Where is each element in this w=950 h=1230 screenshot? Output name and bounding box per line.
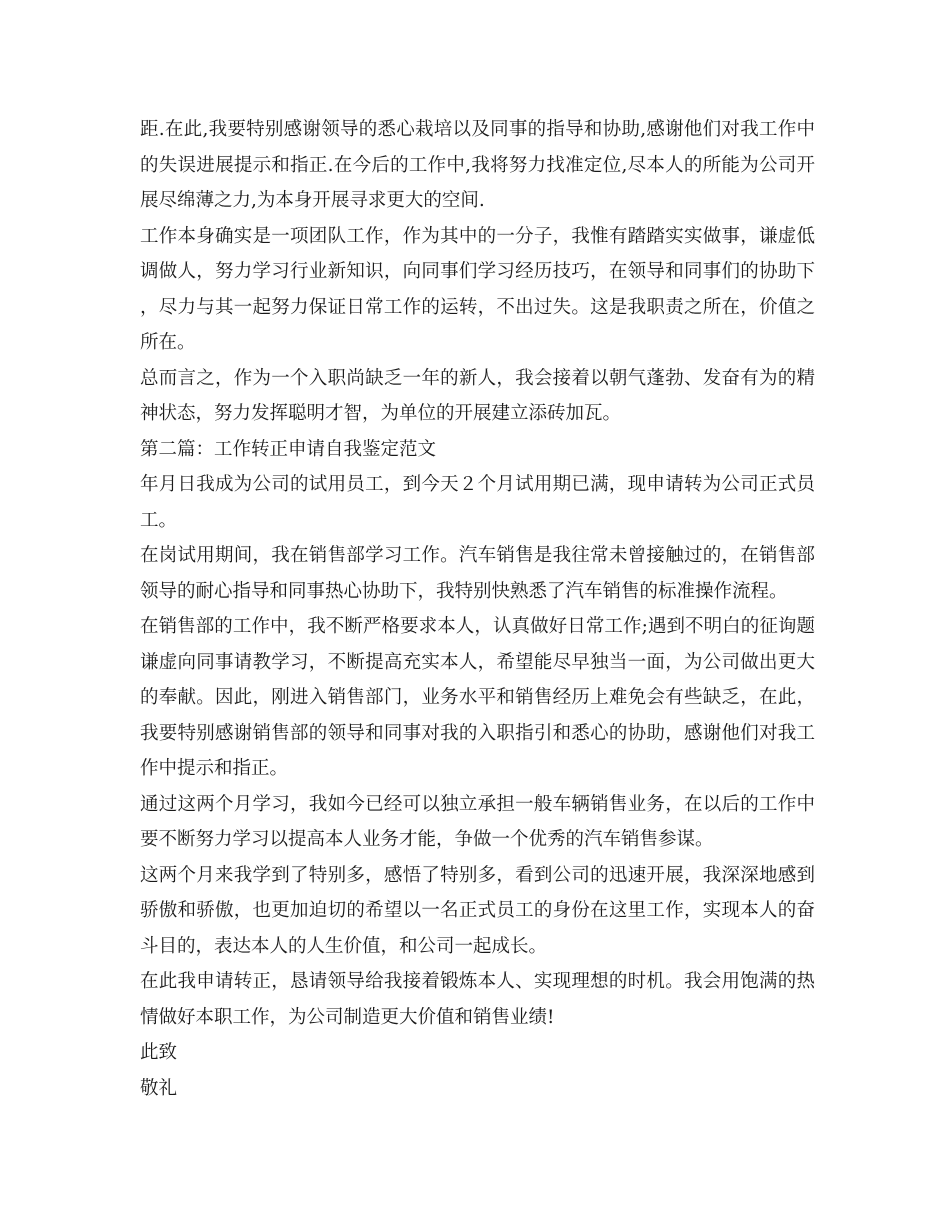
paragraph-8: 通过这两个月学习，我如今已经可以独立承担一般车辆销售业务，在以后的工作中要不断努力学习以提高本人业务才能，争做一个优秀的汽车销售参谋。: [140, 793, 815, 850]
paragraph-2: 工作本身确实是一项团队工作，作为其中的一分子，我惟有踏踏实实做事，谦虚低调做人，努力学习行业新知识，向同事们学习经历技巧，在领导和同事们的协助下，尽力与其一起努力保证日常工作的运转，不出过失。这是我职责之所在，价值之所在。: [140, 225, 815, 353]
paragraph-1: 距.在此,我要特别感谢领导的悉心栽培以及同事的指导和协助,感谢他们对我工作中的失误进展提示和指正.在今后的工作中,我将努力找准定位,尽本人的所能为公司开展尽绵薄之力,为本身开展寻求更大的空间.: [140, 119, 815, 211]
section-heading: 第二篇：工作转正申请自我鉴定范文: [140, 438, 437, 460]
paragraph-5: 年月日我成为公司的试用员工，到今天２个月试用期已满，现申请转为公司正式员工。: [140, 474, 815, 531]
paragraph-3: 总而言之，作为一个入职尚缺乏一年的新人，我会接着以朝气蓬勃、发奋有为的精神状态，努力发挥聪明才智，为单位的开展建立添砖加瓦。: [140, 367, 815, 424]
paragraph-10: 在此我申请转正，恳请领导给我接着锻炼本人、实现理想的时机。我会用饱满的热情做好本职工作，为公司制造更大价值和销售业绩!: [140, 971, 815, 1028]
closing-salutation: 此致: [140, 1042, 178, 1063]
paragraph-9: 这两个月来我学到了特别多，感悟了特别多，看到公司的迅速开展，我深深地感到骄傲和骄傲，也更加迫切的希望以一名正式员工的身份在这里工作，实现本人的奋斗目的，表达本人的人生价值，和公司一起成长。: [140, 864, 815, 957]
paragraph-7: 在销售部的工作中，我不断严格要求本人，认真做好日常工作;遇到不明白的征询题谦虚向同事请教学习，不断提高充实本人，希望能尽早独当一面，为公司做出更大的奉献。因此，刚进入销售部门，业务水平和销售经历上难免会有些缺乏，在此，我要特别感谢销售部的领导和同事对我的入职指引和悉心的协助，感谢他们对我工作中提示和指正。: [140, 616, 815, 779]
closing-regards: 敬礼: [140, 1077, 178, 1099]
paragraph-6: 在岗试用期间，我在销售部学习工作。汽车销售是我往常未曾接触过的，在销售部领导的耐心指导和同事热心协助下，我特别快熟悉了汽车销售的标准操作流程。: [140, 545, 815, 602]
document-body: [140, 112, 815, 1106]
